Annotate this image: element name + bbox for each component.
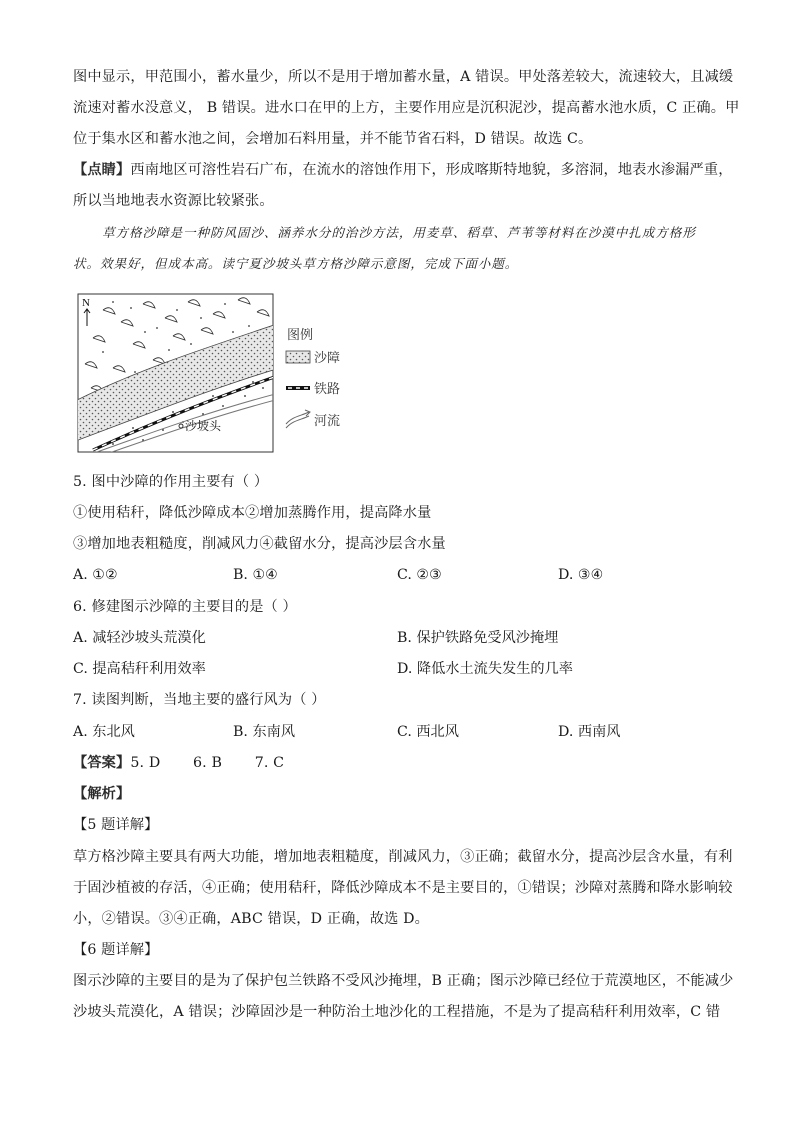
question-5-statements: ③增加地表粗糙度，削减风力④截留水分，提高沙层含水量 — [73, 536, 446, 552]
text-line: 于固沙植被的存活，④正确；使用秸秆，降低沙障成本不是主要目的，①错误；沙障对蒸腾和降水影响较 — [73, 880, 733, 896]
legend-railway-label: 铁路 — [314, 382, 341, 397]
q7-option-a: A. 东北风 — [73, 724, 135, 740]
legend-river-swatch — [286, 412, 309, 428]
q6-option-c: C. 提高秸秆利用效率 — [73, 661, 206, 677]
dianjing-tag: 【点睛】 — [73, 162, 131, 178]
q5-option-c: C. ②③ — [397, 567, 442, 583]
text-line: 流速对蓄水没意义， B 错误。进水口在甲的上方，主要作用应是沉积泥沙，提高蓄水池水质，C 正确。甲 — [73, 100, 740, 116]
dianjing-paragraph — [73, 160, 733, 180]
legend-title: 图例 — [287, 328, 314, 343]
q6-option-b: B. 保护铁路免受风沙掩埋 — [397, 630, 559, 646]
text-line: 图中显示，甲范围小，蓄水量少，所以不是用于增加蓄水量，A 错误。甲处落差较大，流速较大，且减缓 — [73, 69, 734, 85]
legend-sand-barrier-swatch — [286, 351, 310, 363]
text-line: 所以当地地表水资源比较紧张。 — [73, 193, 274, 209]
q7-option-d: D. 西南风 — [558, 724, 621, 740]
legend-river-label: 河流 — [314, 414, 341, 429]
north-label: N — [82, 297, 90, 309]
answer-text: 5. D 6. B 7. C — [130, 755, 285, 771]
question-7-stem: 7. 读图判断，当地主要的盛行风为（ ） — [73, 692, 326, 708]
question-5-stem: 5. 图中沙障的作用主要有（ ） — [73, 474, 269, 490]
town-label: 沙坡头 — [185, 419, 222, 433]
q5-detail-title: 【5 题详解】 — [73, 817, 159, 833]
q5-option-d: D. ③④ — [558, 567, 604, 583]
q6-detail-title: 【6 题详解】 — [73, 942, 159, 958]
q7-option-c: C. 西北风 — [397, 724, 459, 740]
q6-option-d: D. 降低水土流失发生的几率 — [397, 661, 573, 677]
text-line: 草方格沙障主要具有两大功能，增加地表粗糙度，削减风力，③正确；截留水分，提高沙层含水量，有利 — [73, 849, 733, 865]
q6-option-a: A. 减轻沙坡头荒漠化 — [73, 630, 206, 646]
q5-option-a: A. ①② — [73, 567, 118, 583]
question-5-statements: ①使用秸秆，降低沙障成本②增加蒸腾作用，提高降水量 — [73, 505, 432, 521]
text-line: 西南地区可溶性岩石广布，在流水的溶蚀作用下，形成喀斯特地貌，多溶洞，地表水渗漏严重， — [130, 162, 733, 178]
answer-tag: 【答案】 — [73, 755, 131, 771]
text-line: 小，②错误。③④正确，ABC 错误，D 正确，故选 D。 — [73, 911, 430, 927]
legend-sand-barrier-label: 沙障 — [314, 351, 341, 366]
intro-line: 状。效果好，但成本高。读宁夏沙坡头草方格沙障示意图，完成下面小题。 — [73, 256, 519, 271]
q7-option-b: B. 东南风 — [233, 724, 296, 740]
text-line: 位于集水区和蓄水池之间，会增加石料用量，并不能节省石料，D 错误。故选 C。 — [73, 131, 593, 147]
q5-option-b: B. ①④ — [233, 567, 278, 583]
question-6-stem: 6. 修建图示沙障的主要目的是（ ） — [73, 599, 297, 615]
answer-line — [73, 753, 723, 773]
sand-barrier-map — [73, 292, 353, 455]
map-svg — [73, 292, 353, 455]
text-line: 沙坡头荒漠化，A 错误；沙障固沙是一种防治土地沙化的工程措施，不是为了提高秸秆利用效率，C 错 — [73, 1004, 721, 1020]
intro-line: 草方格沙障是一种防风固沙、涵养水分的治沙方法，用麦草、稻草、芦苇等材料在沙漠中扎成方格形 — [102, 225, 696, 240]
text-line: 图示沙障的主要目的是为了保护包兰铁路不受风沙掩埋，B 正确；图示沙障已经位于荒漠地区，不能减少 — [73, 973, 734, 989]
analysis-tag: 【解析】 — [73, 786, 131, 802]
